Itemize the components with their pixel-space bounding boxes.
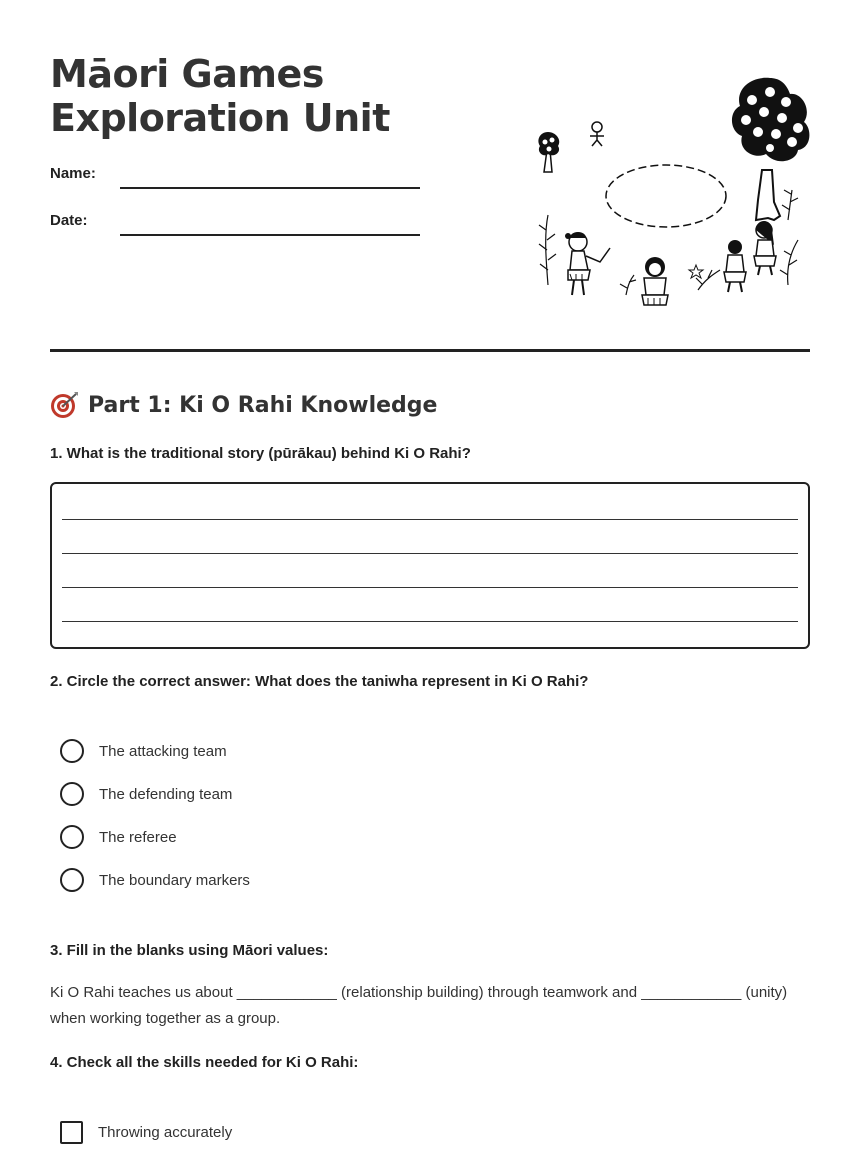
option-label: The defending team [99,785,233,803]
option-label: Throwing accurately [98,1123,233,1141]
answer-line [62,587,798,588]
child-center-icon [642,257,668,305]
small-tree-icon [538,132,559,172]
name-field[interactable] [120,187,420,189]
answer-line [62,553,798,554]
title-line-2: Exploration Unit [50,96,390,140]
checkbox-option[interactable] [60,1120,232,1144]
game-circle-marking [606,165,726,227]
radio-button[interactable] [60,782,84,806]
date-label: Date: [50,212,88,229]
small-child-icon [590,122,604,146]
radio-button[interactable] [60,739,84,763]
fill-in-paragraph[interactable]: Ki O Rahi teaches us about ____________ (relationship building) through teamwork and ____________ (unity) when working together as a group. [50,984,788,1027]
radio-option[interactable] [60,825,177,849]
question-3: 3. Fill in the blanks using Māori values: [50,942,329,959]
star-icon [689,265,703,278]
child-with-stick-icon [565,232,610,295]
radio-option[interactable] [60,782,232,806]
question-2: 2. Circle the correct answer: What does the taniwha represent in Ki O Rahi? [50,673,589,690]
option-label: The attacking team [99,742,227,760]
page-title [50,52,390,140]
question-1: 1. What is the traditional story (pūrākau) behind Ki O Rahi? [50,445,471,462]
children-playing-illustration-icon [530,70,820,320]
radio-button[interactable] [60,868,84,892]
checkbox[interactable] [60,1121,83,1144]
target-dart-icon [50,390,80,420]
title-line-1: Māori Games [50,52,324,96]
name-label: Name: [50,165,96,182]
radio-option[interactable] [60,739,227,763]
option-label: The referee [99,828,177,846]
answer-line [62,519,798,520]
radio-option[interactable] [60,868,250,892]
section-title [50,388,437,422]
date-field[interactable] [120,234,420,236]
answer-box[interactable] [50,482,810,649]
section-title-text: Part 1: Ki O Rahi Knowledge [88,392,438,418]
answer-line [62,621,798,622]
option-label: The boundary markers [99,871,250,889]
radio-button[interactable] [60,825,84,849]
header-divider [50,349,810,352]
question-4: 4. Check all the skills needed for Ki O Rahi: [50,1054,359,1071]
children-right-icon [724,221,776,292]
